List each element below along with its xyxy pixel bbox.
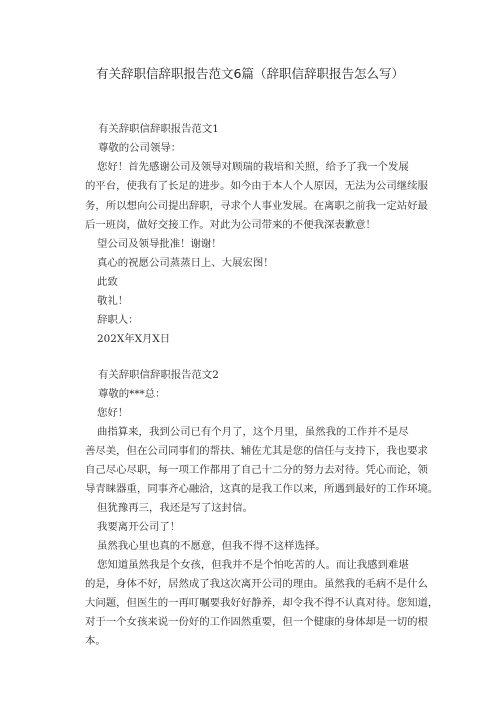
- paragraph-line: 本。: [85, 635, 106, 647]
- greeting: 您好！: [97, 407, 129, 419]
- paragraph-line: 对于一个女孩来说一份好的工作固然重要，但一个健康的身体却是一切的根: [85, 616, 428, 628]
- closing-line: 敬礼！: [97, 295, 129, 307]
- signature-label: 辞职人：: [97, 314, 139, 326]
- paragraph-line: 曲指算来，我到公司已有个月了，这个月里，虽然我的工作并不是尽: [97, 426, 409, 438]
- salutation: 尊敬的公司领导：: [98, 142, 182, 154]
- paragraph-line: 务，所以想向公司提出辞职，寻求个人事业发展。在离职之前我一定站好最: [85, 200, 428, 212]
- document-title: 有关辞职信辞职报告范文6篇（辞职信辞职报告怎么写）: [96, 66, 404, 81]
- paragraph-line: 善尽美，但在公司同事们的帮扶、辅佐尤其是您的信任与支持下，我也要求: [85, 445, 428, 457]
- section-heading-1: 有关辞职信辞职报告范文1: [98, 123, 219, 135]
- closing-line: 此致: [97, 276, 118, 288]
- date-line: 202X年X月X日: [97, 333, 171, 345]
- paragraph-line: 您好！首先感谢公司及领导对顾瑞的栽培和关照，给予了我一个发展: [97, 161, 409, 173]
- paragraph-line: 您知道虽然我是个女孩，但我并不是个怕吃苦的人。而让我感到难堪: [97, 559, 409, 571]
- paragraph-line: 的是，身体不好，居然成了我这次离开公司的理由。虽然我的毛病不是什么: [85, 578, 428, 590]
- paragraph-line: 真心的祝愿公司蒸蒸日上、大展宏图！: [97, 257, 274, 269]
- paragraph-line: 大问题，但医生的一再叮嘱要我好好静养，却令我不得不认真对待。您知道，: [85, 597, 439, 609]
- paragraph-line: 导青睐器重，同事齐心融洽，这真的是我工作以来，所遇到最好的工作环境。: [85, 483, 439, 495]
- paragraph-line: 但犹豫再三，我还是写了这封信。: [97, 502, 253, 514]
- salutation: 尊敬的***总：: [98, 388, 166, 400]
- paragraph-line: 的平台，使我有了长足的进步。如今由于本人个人原因，无法为公司继续服: [85, 180, 428, 192]
- paragraph-line: 自己尽心尽职，每一项工作都用了自己十二分的努力去对待。凭心而论，领: [85, 464, 428, 476]
- paragraph-line: 我要离开公司了！: [97, 521, 181, 533]
- paragraph-line: 后一班岗，做好交接工作。对此为公司带来的不便我深表歉意！: [85, 219, 376, 231]
- paragraph-line: 望公司及领导批准！谢谢！: [97, 238, 222, 250]
- section-heading-2: 有关辞职信辞职报告范文2: [98, 369, 219, 381]
- paragraph-line: 虽然我心里也真的不愿意，但我不得不这样选择。: [97, 540, 326, 552]
